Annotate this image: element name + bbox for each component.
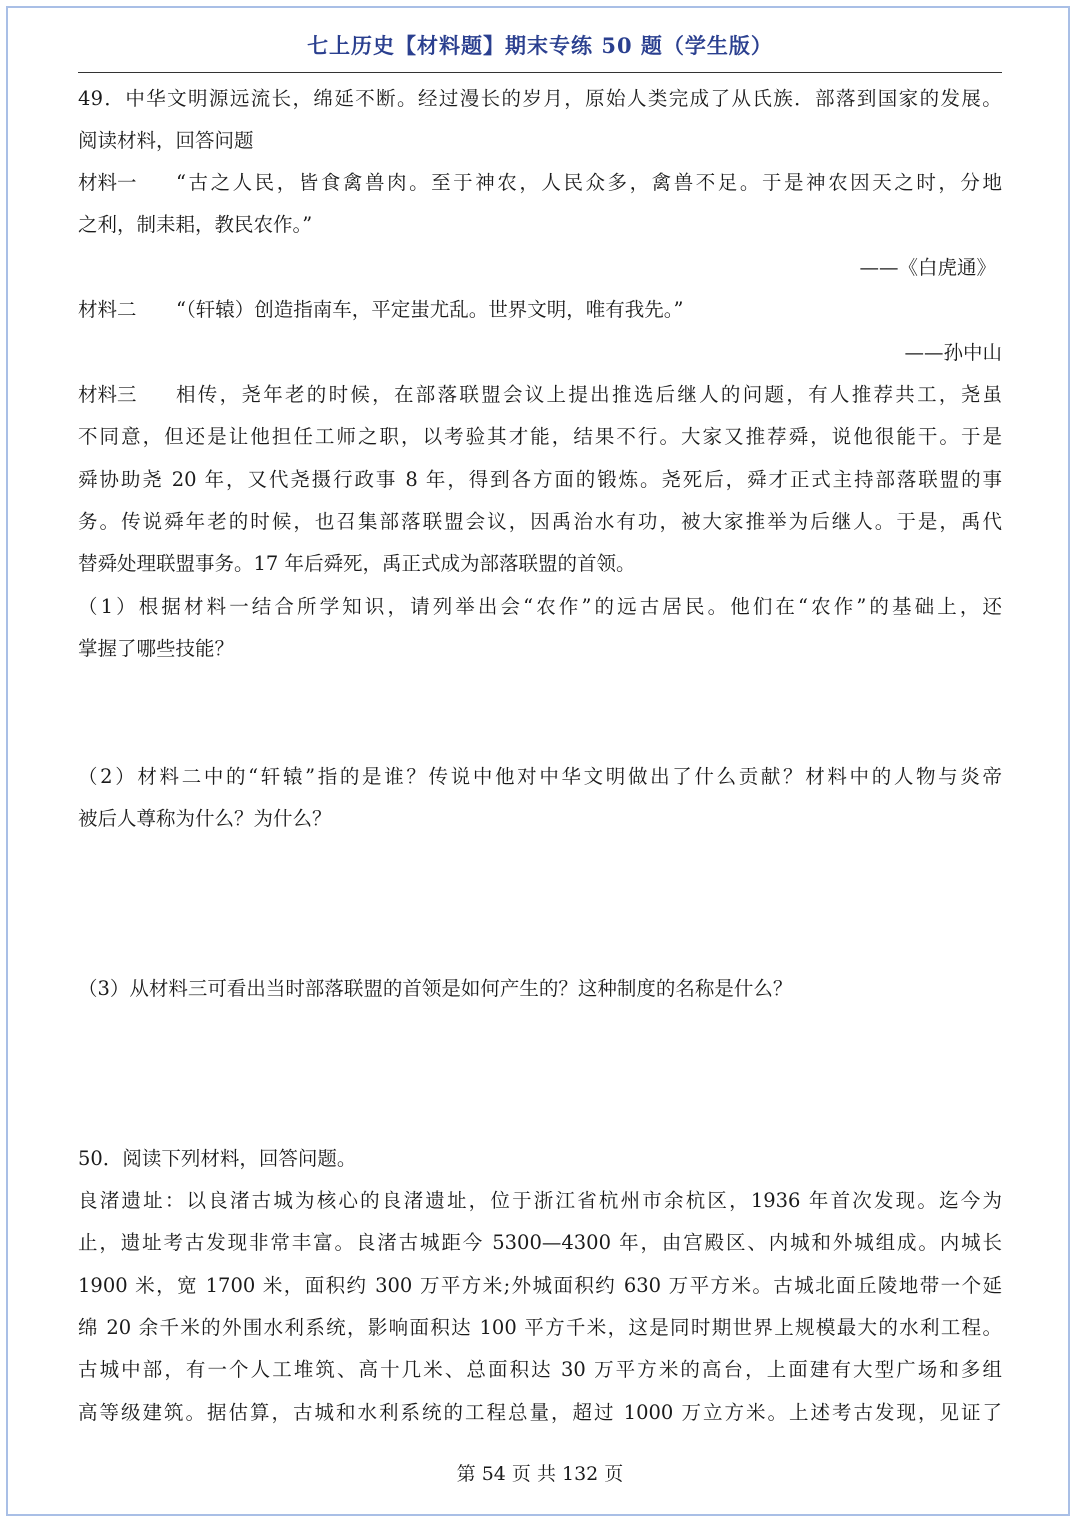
q50-paragraph-line-3: 1900 米，宽 1700 米，面积约 300 万平方米;外城面积约 630 万平方米。古城北面丘陵地带一个延 [78,1274,1002,1297]
material-2-line-1 [78,289,1002,331]
q50-paragraph-line-1: 良渚遗址：以良渚古城为核心的良渚遗址，位于浙江省杭州市余杭区，1936 年首次发现。迄今为 [78,1189,1002,1212]
material-3-text-5: 替舜处理联盟事务。17 年后舜死，禹正式成为部落联盟的首领。 [78,552,636,575]
material-1-text-1: “古之人民，皆食禽兽肉。至于神农，人民众多，禽兽不足。于是神农因天之时，分地 [176,171,1002,194]
material-3-text-2: 不同意，但还是让他担任工师之职，以考验其才能，结果不行。大家又推荐舜，说他很能干。于是 [78,425,1002,448]
material-1-line-1 [78,162,1002,204]
q50-paragraph-line-2: 止，遗址考古发现非常丰富。良渚古城距今 5300—4300 年，由宫殿区、内城和外城组成。内城长 [78,1231,1002,1254]
material-1-label: 材料一 [78,171,137,194]
question-2-line-1: （2）材料二中的“轩辕”指的是谁？传说中他对中华文明做出了什么贡献？材料中的人物与炎帝 [78,765,1002,788]
material-3-label: 材料三 [78,383,137,406]
header-divider [78,72,1002,73]
question-1-line-2: 掌握了哪些技能？ [78,637,235,660]
material-1-text-2: 之利，制耒耜，教民农作。” [78,213,313,236]
q50-paragraph-line-4: 绵 20 余千米的外围水利系统，影响面积达 100 平方千米，这是同时期世界上规模最大的水利工程。 [78,1316,1002,1339]
material-3-text-4: 务。传说舜年老的时候，也召集部落联盟会议，因禹治水有功，被大家推举为后继人。于是，禹代 [78,510,1002,533]
question-1-line-1: （1）根据材料一结合所学知识，请列举出会“农作”的远古居民。他们在“农作”的基础上，还 [78,595,1002,618]
material-2-source: ——孙中山 [904,341,1002,364]
q49-stem-line-1: 49．中华文明源远流长，绵延不断。经过漫长的岁月，原始人类完成了从氏族．部落到国家的发展。 [78,87,1002,110]
material-2-text-1: “（轩辕）创造指南车，平定蚩尤乱。世界文明，唯有我先。” [176,298,684,321]
question-2-line-2: 被后人尊称为什么？为什么？ [78,807,332,830]
material-3-text-3: 舜协助尧 20 年，又代尧摄行政事 8 年，得到各方面的锻炼。尧死后，舜才正式主持部落联盟的事 [78,468,1002,491]
material-3-line-1 [78,374,1002,416]
question-3-line-1: （3）从材料三可看出当时部落联盟的首领是如何产生的？这种制度的名称是什么？ [78,977,793,1000]
q50-paragraph-line-6: 高等级建筑。据估算，古城和水利系统的工程总量，超过 1000 万立方米。上述考古发现，见证了 [78,1401,1002,1424]
q50-paragraph-line-5: 古城中部，有一个人工堆筑、高十几米、总面积达 30 万平方米的高台，上面建有大型广场和多组 [78,1358,1002,1381]
q50-stem: 50．阅读下列材料，回答问题。 [78,1147,357,1170]
q49-stem-line-2: 阅读材料，回答问题 [78,129,254,152]
page-number: 第 54 页 共 132 页 [456,1463,624,1485]
material-1-source: ——《白虎通》 [859,256,996,279]
material-3-text-1: 相传，尧年老的时候，在部落联盟会议上提出推选后继人的问题，有人推荐共工，尧虽 [176,383,1002,406]
material-2-label: 材料二 [78,298,137,321]
page-header-title: 七上历史【材料题】期末专练 50 题（学生版） [307,33,773,58]
